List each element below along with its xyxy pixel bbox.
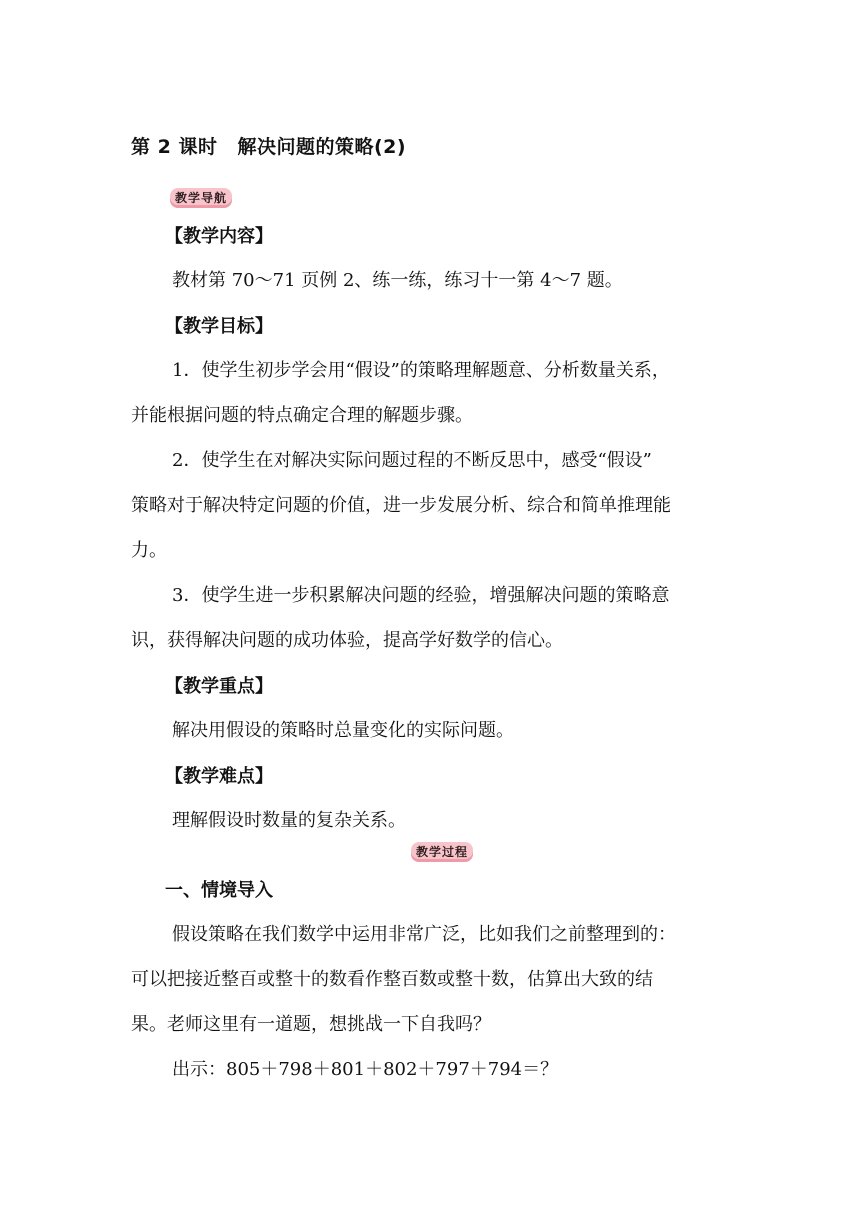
lesson-number: 第 2 课时 [131,136,218,158]
para1-line1: 假设策略在我们数学中运用非常广泛，比如我们之前整理到的： [172,924,676,945]
goal3-line1: 3．使学生进一步积累解决问题的经验，增强解决问题的策略意 [172,585,670,606]
para1-line2: 可以把接近整百或整十的数看作整百数或整十数，估算出大致的结 [131,969,653,990]
key-point-text: 解决用假设的策略时总量变化的实际问题。 [172,720,514,741]
difficulty-text: 理解假设时数量的复杂关系。 [172,810,406,831]
lesson-topic: 解决问题的策略(2) [237,136,407,158]
show-expression: 出示：805＋798＋801＋802＋797＋794＝？ [172,1059,559,1080]
difficulty-heading: 【教学难点】 [165,766,273,787]
goal2-line3: 力。 [131,540,167,561]
goal2-line2: 策略对于解决特定问题的价值，进一步发展分析、综合和简单推理能 [131,495,671,516]
teaching-guide-badge: 教学导航 [170,188,232,208]
content-text: 教材第 70～71 页例 2、练一练，练习十一第 4～7 题。 [172,270,623,291]
content-heading: 【教学内容】 [165,226,273,247]
teaching-process-badge: 教学过程 [411,842,473,862]
key-point-heading: 【教学重点】 [165,676,273,697]
goal2-line1: 2．使学生在对解决实际问题过程的不断反思中，感受“假设” [172,450,652,471]
para1-line3: 果。老师这里有一道题，想挑战一下自我吗？ [131,1014,491,1035]
part1-heading: 一、情境导入 [165,880,273,901]
goals-heading: 【教学目标】 [165,316,273,337]
page-title [131,132,406,159]
goal1-line2: 并能根据问题的特点确定合理的解题步骤。 [131,405,473,426]
goal3-line2: 识，获得解决问题的成功体验，提高学好数学的信心。 [131,630,563,651]
goal1-line1: 1．使学生初步学会用“假设”的策略理解题意、分析数量关系， [172,360,670,381]
